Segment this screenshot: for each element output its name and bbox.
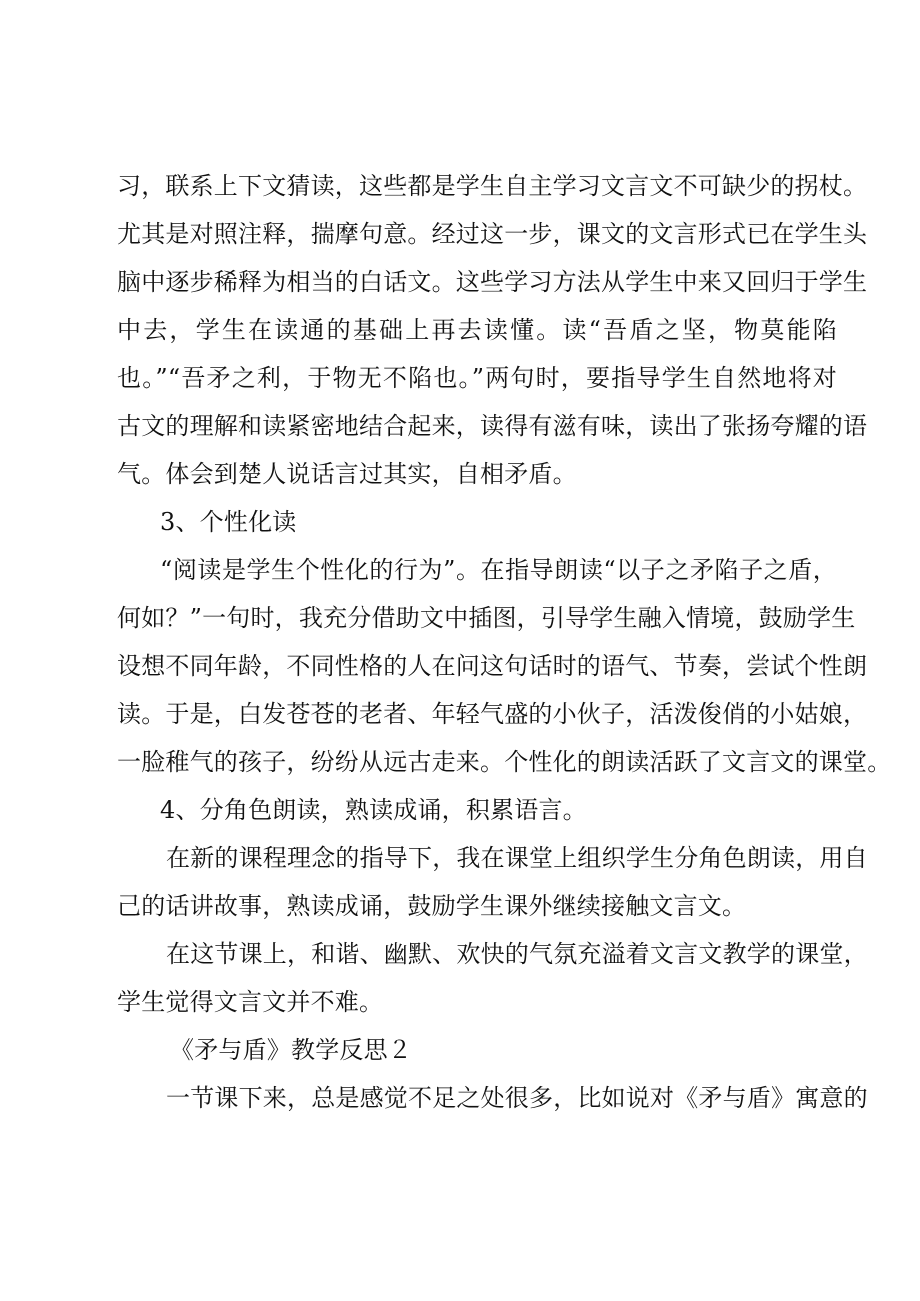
paragraph-line: 一节课下来，总是感觉不足之处很多，比如说对《矛与盾》寓意的	[166, 1084, 868, 1112]
paragraph-line: “阅读是学生个性化的行为”。在指导朗读“以子之矛陷子之盾，	[160, 556, 837, 584]
paragraph-line: 气。体会到楚人说话言过其实，自相矛盾。	[117, 460, 577, 488]
paragraph-line: 一脸稚气的孩子，纷纷从远古走来。个性化的朗读活跃了文言文的课堂。	[117, 748, 892, 776]
article-title: 《矛与盾》教学反思２	[170, 1036, 412, 1064]
paragraph-line: 在新的课程理念的指导下，我在课堂上组织学生分角色朗读，用自	[166, 844, 868, 872]
paragraph-line: 在这节课上，和谐、幽默、欢快的气氛充溢着文言文教学的课堂，	[166, 940, 868, 968]
paragraph-line: 脑中逐步稀释为相当的白话文。这些学习方法从学生中来又回归于学生	[117, 268, 868, 296]
paragraph-line: 何如？”一句时，我充分借助文中插图，引导学生融入情境，鼓励学生	[117, 604, 856, 632]
paragraph-line: 设想不同年龄，不同性格的人在问这句话时的语气、节奏，尝试个性朗	[117, 652, 868, 680]
paragraph-line: 古文的理解和读紧密地结合起来，读得有滋有味，读出了张扬夸耀的语	[117, 412, 868, 440]
paragraph-line: 己的话讲故事，熟读成诵，鼓励学生课外继续接触文言文。	[117, 892, 747, 920]
section-heading: 3、个性化读	[160, 508, 297, 536]
paragraph-line: 尤其是对照注释，揣摩句意。经过这一步，课文的文言形式已在学生头	[117, 220, 868, 248]
paragraph-line: 习，联系上下文猜读，这些都是学生自主学习文言文不可缺少的拐杖。	[117, 172, 868, 200]
paragraph-line: 中去，学生在读通的基础上再去读懂。读“吾盾之坚，物莫能陷	[117, 316, 837, 344]
paragraph-line: 读。于是，白发苍苍的老者、年轻气盛的小伙子，活泼俊俏的小姑娘，	[117, 700, 868, 728]
paragraph-line: 学生觉得文言文并不难。	[117, 988, 384, 1016]
paragraph-line: 也。”“吾矛之利，于物无不陷也。”两句时，要指导学生自然地将对	[117, 364, 837, 392]
section-heading: 4、分角色朗读，熟读成诵，积累语言。	[160, 796, 587, 824]
